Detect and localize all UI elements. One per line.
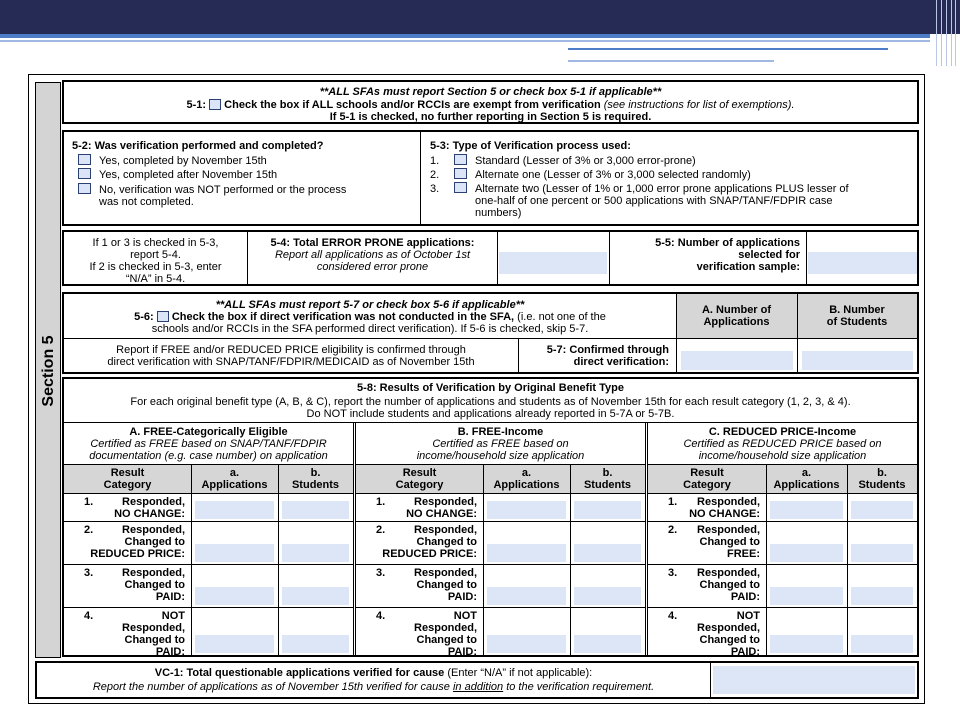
section-5-1 bbox=[62, 80, 919, 124]
vc1-line2-u: in addition bbox=[452, 681, 504, 693]
s56-checkbox[interactable] bbox=[157, 311, 169, 322]
vc1-input[interactable] bbox=[713, 666, 915, 694]
category-label: Changed to bbox=[124, 634, 185, 646]
s52-checkbox-3[interactable] bbox=[78, 183, 91, 194]
input-students[interactable] bbox=[282, 544, 349, 562]
input-applications[interactable] bbox=[487, 501, 566, 519]
header-applications: Applications bbox=[773, 479, 840, 491]
header-category: Category bbox=[103, 479, 152, 491]
s57-label-2: direct verification: bbox=[573, 356, 669, 368]
input-students[interactable] bbox=[574, 501, 641, 519]
category-label: Responded, bbox=[697, 622, 760, 634]
input-students[interactable] bbox=[282, 635, 349, 653]
category-label: REDUCED PRICE: bbox=[382, 548, 477, 560]
s53-option-2: Alternate one (Lesser of 3% or 3,000 selected randomly) bbox=[475, 169, 751, 181]
category-number: 1. bbox=[84, 496, 94, 508]
column-divider bbox=[847, 464, 848, 655]
category-label: Responded, bbox=[122, 524, 185, 536]
category-label: Responded, bbox=[697, 496, 760, 508]
header-accent-line bbox=[568, 48, 888, 50]
category-label: Changed to bbox=[416, 579, 477, 591]
row-rule bbox=[648, 607, 917, 608]
header-a: a. bbox=[521, 467, 532, 479]
vc1-title-note: (Enter “N/A” if not applicable): bbox=[447, 667, 593, 679]
section-5-4-5-5 bbox=[62, 230, 919, 286]
s54-title: 5-4: Total ERROR PRONE applications: bbox=[270, 237, 475, 249]
s58-title: 5-8: Results of Verification by Original Benefit Type bbox=[357, 382, 624, 394]
category-number: 2. bbox=[376, 524, 386, 536]
input-applications[interactable] bbox=[487, 635, 566, 653]
category-label: NOT bbox=[453, 610, 477, 622]
row-rule bbox=[64, 564, 353, 565]
s53-checkbox-3[interactable] bbox=[454, 182, 467, 193]
group-title: A. FREE-Categorically Eligible bbox=[129, 426, 288, 438]
col-b-header-1: B. Number bbox=[829, 304, 885, 316]
s54-instr-2: report 5-4. bbox=[130, 249, 181, 261]
column-divider bbox=[570, 464, 571, 655]
category-label: Responded, bbox=[697, 524, 760, 536]
row-rule bbox=[356, 521, 645, 522]
header-result: Result bbox=[690, 467, 724, 479]
group-sub-2: income/household size application bbox=[698, 450, 867, 462]
header-a: a. bbox=[801, 467, 812, 479]
s53-num-1: 1. bbox=[430, 155, 440, 167]
group-sub-2: documentation (e.g. case number) on application bbox=[89, 450, 328, 462]
input-applications[interactable] bbox=[770, 544, 843, 562]
category-number: 4. bbox=[376, 610, 386, 622]
category-number: 1. bbox=[376, 496, 386, 508]
column-divider bbox=[191, 464, 192, 655]
row-rule bbox=[356, 564, 645, 565]
s53-option-3: Alternate two (Lesser of 1% or 1,000 error prone applications PLUS lesser of bbox=[475, 183, 849, 195]
category-label: Changed to bbox=[124, 579, 185, 591]
s51-line2: If 5-1 is checked, no further reporting in Section 5 is required. bbox=[329, 111, 652, 123]
category-label: PAID: bbox=[730, 646, 760, 658]
section-label: Section 5 bbox=[40, 335, 57, 407]
category-label: PAID: bbox=[155, 591, 185, 603]
s51-checkbox[interactable] bbox=[209, 99, 221, 110]
header-accent-vline bbox=[941, 0, 942, 66]
group-sub-1: Certified as FREE based on SNAP/TANF/FDPIR bbox=[90, 438, 327, 450]
s53-num-3: 3. bbox=[430, 183, 440, 195]
s54-sub-2: considered error prone bbox=[316, 261, 429, 273]
header-stripe bbox=[0, 40, 930, 42]
category-label: PAID: bbox=[447, 591, 477, 603]
s53-option-3-line2: one-half of one percent or 500 applications with SNAP/TANF/FDPIR case bbox=[475, 195, 833, 207]
s55-input[interactable] bbox=[808, 252, 917, 274]
input-students[interactable] bbox=[574, 544, 641, 562]
category-label: Changed to bbox=[699, 536, 760, 548]
category-label: NO CHANGE: bbox=[406, 508, 477, 520]
header-rule bbox=[648, 464, 917, 465]
group-divider bbox=[353, 422, 354, 655]
s52-option-3-cont: was not completed. bbox=[99, 196, 194, 208]
header-accent-vline bbox=[955, 0, 956, 66]
category-label: Responded, bbox=[122, 622, 185, 634]
category-label: Responded, bbox=[414, 622, 477, 634]
header-category: Category bbox=[395, 479, 444, 491]
header-a: a. bbox=[229, 467, 240, 479]
input-applications[interactable] bbox=[770, 635, 843, 653]
s57-input-applications[interactable] bbox=[681, 351, 793, 370]
group-title: B. FREE-Income bbox=[457, 426, 544, 438]
input-applications[interactable] bbox=[770, 501, 843, 519]
s53-title: 5-3: Type of Verification process used: bbox=[430, 140, 631, 152]
input-students[interactable] bbox=[851, 635, 913, 653]
input-applications[interactable] bbox=[487, 544, 566, 562]
s52-option-2: Yes, completed after November 15th bbox=[99, 169, 278, 181]
s53-checkbox-1[interactable] bbox=[454, 154, 467, 165]
slide-header-bar bbox=[0, 0, 960, 34]
s57-report-1: Report if FREE and/or REDUCED PRICE eligibility is confirmed through bbox=[116, 344, 466, 356]
category-label: NO CHANGE: bbox=[689, 508, 760, 520]
s53-checkbox-2[interactable] bbox=[454, 168, 467, 179]
header-rule bbox=[356, 464, 645, 465]
s55-label-1: 5-5: Number of applications bbox=[655, 237, 800, 249]
s54-instr-4: “N/A” in 5-4. bbox=[125, 273, 186, 285]
category-label: FREE: bbox=[727, 548, 760, 560]
section-5-2-5-3 bbox=[62, 130, 919, 226]
s51-label: 5-1: bbox=[186, 99, 207, 111]
s55-label-3: verification sample: bbox=[696, 261, 800, 273]
s57-input-students[interactable] bbox=[802, 351, 913, 370]
group-sub-1: Certified as FREE based on bbox=[432, 438, 569, 450]
column-divider bbox=[766, 464, 767, 655]
category-label: Responded, bbox=[697, 567, 760, 579]
s56-line2: schools and/or RCCIs in the SFA performed direct verification). If 5-6 is checked, skip 5-7. bbox=[151, 323, 589, 335]
s56-text-note: (i.e. not one of the bbox=[517, 311, 606, 323]
s51-note: (see instructions for list of exemptions). bbox=[603, 99, 795, 111]
s53-num-2: 2. bbox=[430, 169, 440, 181]
s57-label-1: 5-7: Confirmed through bbox=[546, 344, 669, 356]
category-label: REDUCED PRICE: bbox=[90, 548, 185, 560]
header-accent-vline bbox=[946, 0, 947, 66]
group-sub-1: Certified as REDUCED PRICE based on bbox=[683, 438, 882, 450]
input-applications[interactable] bbox=[195, 544, 274, 562]
section-vc-1 bbox=[35, 661, 919, 699]
s51-text: Check the box if ALL schools and/or RCCIs are exempt from verification bbox=[224, 99, 601, 111]
column-divider bbox=[278, 464, 279, 655]
header-category: Category bbox=[683, 479, 731, 491]
s52-checkbox-2[interactable] bbox=[78, 168, 91, 179]
category-label: Responded, bbox=[414, 567, 477, 579]
input-students[interactable] bbox=[851, 501, 913, 519]
s58-instr-2: Do NOT include students and applications already reported in 5-7A or 5-7B. bbox=[306, 408, 675, 420]
s57-report-2: direct verification with SNAP/TANF/FDPIR/MEDICAID as of November 15th bbox=[107, 356, 475, 368]
header-stripe bbox=[0, 34, 930, 38]
section-5-8 bbox=[62, 377, 919, 657]
header-applications: Applications bbox=[201, 479, 268, 491]
input-students[interactable] bbox=[851, 544, 913, 562]
input-students[interactable] bbox=[282, 501, 349, 519]
input-students[interactable] bbox=[851, 587, 913, 605]
section-5-6-5-7 bbox=[62, 292, 919, 374]
s54-instr-3: If 2 is checked in 5-3, enter bbox=[89, 261, 222, 273]
row-rule bbox=[64, 521, 353, 522]
s54-instr-1: If 1 or 3 is checked in 5-3, bbox=[92, 237, 219, 249]
category-label: PAID: bbox=[730, 591, 760, 603]
header-students: Students bbox=[583, 479, 632, 491]
header-accent-vline bbox=[936, 0, 937, 66]
category-label: Responded, bbox=[122, 496, 185, 508]
col-a-header-2: Applications bbox=[703, 316, 770, 328]
category-label: Responded, bbox=[414, 496, 477, 508]
section-sidebar bbox=[35, 82, 61, 658]
header-b: b. bbox=[877, 467, 887, 479]
category-number: 3. bbox=[376, 567, 386, 579]
category-label: Changed to bbox=[699, 634, 760, 646]
row-rule bbox=[648, 521, 917, 522]
vc1-line2-a: Report the number of applications as of November 15th verified for cause bbox=[92, 681, 450, 693]
column-divider bbox=[483, 464, 484, 655]
s56-header: **ALL SFAs must report 5-7 or check box 5-6 if applicable** bbox=[215, 299, 525, 311]
category-label: Changed to bbox=[416, 634, 477, 646]
category-label: PAID: bbox=[155, 646, 185, 658]
header-students: Students bbox=[858, 479, 906, 491]
input-applications[interactable] bbox=[487, 587, 566, 605]
s56-line1 bbox=[64, 311, 676, 324]
s53-option-1: Standard (Lesser of 3% or 3,000 error-prone) bbox=[475, 155, 696, 167]
category-label: Changed to bbox=[124, 536, 185, 548]
col-b-header-2: of Students bbox=[826, 316, 888, 328]
category-number: 4. bbox=[668, 610, 678, 622]
s52-option-3: No, verification was NOT performed or the process bbox=[99, 184, 347, 196]
category-label: Responded, bbox=[122, 567, 185, 579]
vc1-line1 bbox=[37, 667, 710, 680]
input-applications[interactable] bbox=[195, 501, 274, 519]
s54-sub-1: Report all applications as of October 1st bbox=[274, 249, 471, 261]
vc1-title: VC-1: Total questionable applications verified for cause bbox=[154, 667, 445, 679]
category-label: NOT bbox=[736, 610, 760, 622]
s53-option-3-line3: numbers) bbox=[475, 207, 522, 219]
header-rule bbox=[356, 493, 645, 494]
s58-instr-1: For each original benefit type (A, B, & C), report the number of applications and students as of November 15th for each result category (1, 2, 3, & 4). bbox=[130, 396, 851, 408]
header-applications: Applications bbox=[493, 479, 560, 491]
header-result: Result bbox=[402, 467, 437, 479]
vc1-line2 bbox=[37, 681, 710, 694]
input-students[interactable] bbox=[282, 587, 349, 605]
group-title: C. REDUCED PRICE-Income bbox=[708, 426, 857, 438]
s55-label-2: selected for bbox=[738, 249, 800, 261]
header-rule bbox=[648, 493, 917, 494]
row-rule bbox=[64, 607, 353, 608]
s51-line1 bbox=[64, 99, 917, 112]
col-a-header-1: A. Number of bbox=[701, 304, 772, 316]
vc1-line2-b: to the verification requirement. bbox=[506, 681, 655, 693]
category-number: 4. bbox=[84, 610, 94, 622]
s54-input[interactable] bbox=[499, 252, 607, 274]
header-accent-line bbox=[568, 60, 774, 62]
header-result: Result bbox=[110, 467, 145, 479]
input-students[interactable] bbox=[574, 587, 641, 605]
s56-text: Check the box if direct verification was not conducted in the SFA, bbox=[171, 311, 515, 323]
input-applications[interactable] bbox=[195, 587, 274, 605]
category-number: 1. bbox=[668, 496, 678, 508]
category-label: Changed to bbox=[416, 536, 477, 548]
s52-checkbox-1[interactable] bbox=[78, 154, 91, 165]
category-label: NO CHANGE: bbox=[114, 508, 185, 520]
group-divider bbox=[645, 422, 646, 655]
category-number: 2. bbox=[668, 524, 678, 536]
category-number: 3. bbox=[668, 567, 678, 579]
s56-label: 5-6: bbox=[134, 311, 154, 323]
category-label: Responded, bbox=[414, 524, 477, 536]
row-rule bbox=[648, 564, 917, 565]
header-rule bbox=[64, 464, 353, 465]
header-accent-vline bbox=[951, 0, 952, 66]
input-applications[interactable] bbox=[770, 587, 843, 605]
category-number: 2. bbox=[84, 524, 94, 536]
header-b: b. bbox=[310, 467, 321, 479]
header-rule bbox=[64, 493, 353, 494]
row-rule bbox=[356, 607, 645, 608]
s52-title: 5-2: Was verification performed and completed? bbox=[72, 140, 324, 152]
header-b: b. bbox=[602, 467, 613, 479]
category-label: NOT bbox=[161, 610, 185, 622]
input-students[interactable] bbox=[574, 635, 641, 653]
category-label: PAID: bbox=[447, 646, 477, 658]
s52-option-1: Yes, completed by November 15th bbox=[99, 155, 267, 167]
input-applications[interactable] bbox=[195, 635, 274, 653]
category-number: 3. bbox=[84, 567, 94, 579]
category-label: Changed to bbox=[699, 579, 760, 591]
s51-header: **ALL SFAs must report Section 5 or check box 5-1 if applicable** bbox=[319, 86, 662, 98]
group-sub-2: income/household size application bbox=[416, 450, 585, 462]
header-students: Students bbox=[291, 479, 340, 491]
